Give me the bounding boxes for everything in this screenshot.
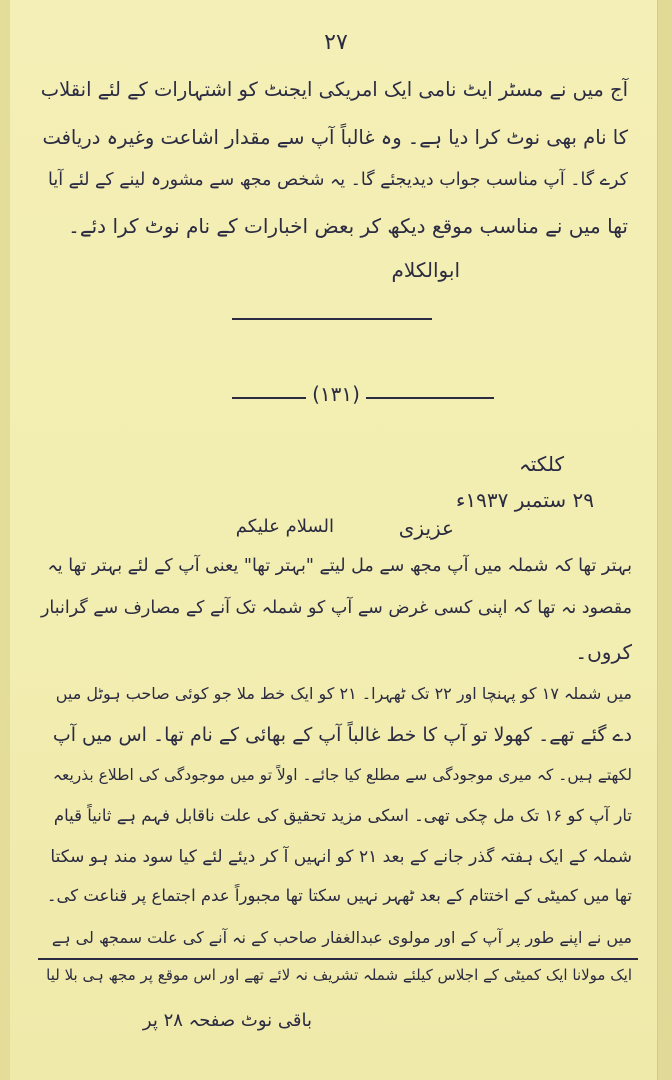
- signature: ابوالکلام: [391, 258, 460, 282]
- text-line: شملہ کے ایک ہفتہ گذر جانے کے بعد ۲۱ کو انہیں آ کر دیئے لئے کیا سود مند ہو سکتا: [50, 847, 632, 867]
- page-edge-right: [657, 0, 672, 1080]
- letter-place: کلکتہ: [519, 452, 564, 476]
- letter-date: ۲۹ ستمبر ۱۹۳۷ء: [456, 488, 594, 512]
- page-edge-left: [0, 0, 10, 1080]
- footnote-line: میں نے اپنے طور پر آپ کے اور مولوی عبدالغفار صاحب کے نہ آنے کی علت سمجھ لی ہے: [51, 928, 632, 947]
- text-line: تار آپ کو ۱۶ تک مل چکی تھی۔ اسکی مزید تحقیق کی علت ناقابل فہم ہے ثانیاً قیام: [53, 806, 632, 825]
- text-line: کا نام بھی نوٹ کرا دیا ہے۔ وہ غالباً آپ سے مقدار اشاعت وغیرہ دریافت: [42, 126, 628, 149]
- text-line: بہتر تھا کہ شملہ میں آپ مجھ سے مل لیتے "بہتر تھا" یعنی آپ کے لئے بہتر تھا یہ: [47, 556, 632, 576]
- text-line: لکھتے ہیں۔ کہ میری موجودگی سے مطلع کیا جائے۔ اولاً تو میں موجودگی کی اطلاع بذریعہ: [52, 766, 632, 784]
- page-number: ۲۷: [324, 30, 348, 55]
- letter-number: [0, 382, 672, 406]
- letter-greeting: السلام علیکم: [235, 516, 334, 537]
- text-line: کروں۔: [575, 640, 632, 664]
- text-line: تھا میں نے مناسب موقع دیکھ کر بعض اخبارات کے نام نوٹ کرا دئے۔: [68, 214, 628, 238]
- footnote-line: ایک مولانا ایک کمیٹی کے اجلاس کیلئے شملہ تشریف نہ لائے تھے اور اس موقع پر مجھ ہی بلا لیا: [46, 966, 632, 984]
- text-line: میں شملہ ۱۷ کو پہنچا اور ۲۲ تک ٹھہرا۔ ۲۱ کو ایک خط ملا جو کوئی صاحب ہوٹل میں: [55, 684, 632, 703]
- text-line: آج میں نے مسٹر ایٹ نامی ایک امریکی ایجنٹ کو اشتہارات کے لئے انقلاب: [40, 78, 628, 101]
- text-line: مقصود نہ تھا کہ اپنی کسی غرض سے آپ کو شملہ تک آنے کے مصارف سے گرانبار: [40, 598, 632, 618]
- letter-addressee: عزیزی: [398, 516, 454, 540]
- text-line: کرے گا۔ آپ مناسب جواب دیدیجئے گا۔ یہ شخص مجھ سے مشورہ لینے کے لئے آیا: [48, 170, 628, 190]
- section-divider: [232, 318, 432, 320]
- text-line: تھا میں کمیٹی کے اختتام کے بعد ٹھہر نہیں سکتا تھا مجبوراً عدم اجتماع پر قناعت کی۔: [46, 886, 632, 905]
- text-line: دے گئے تھے۔ کھولا تو آپ کا خط غالباً آپ کے بھائی کے نام تھا۔ اس میں آپ: [52, 724, 632, 746]
- footnote-underline: [38, 958, 638, 960]
- letter-number-text: (۱۳۱): [306, 382, 366, 406]
- continuation-note: باقی نوٹ صفحہ ۲۸ پر: [142, 1010, 312, 1031]
